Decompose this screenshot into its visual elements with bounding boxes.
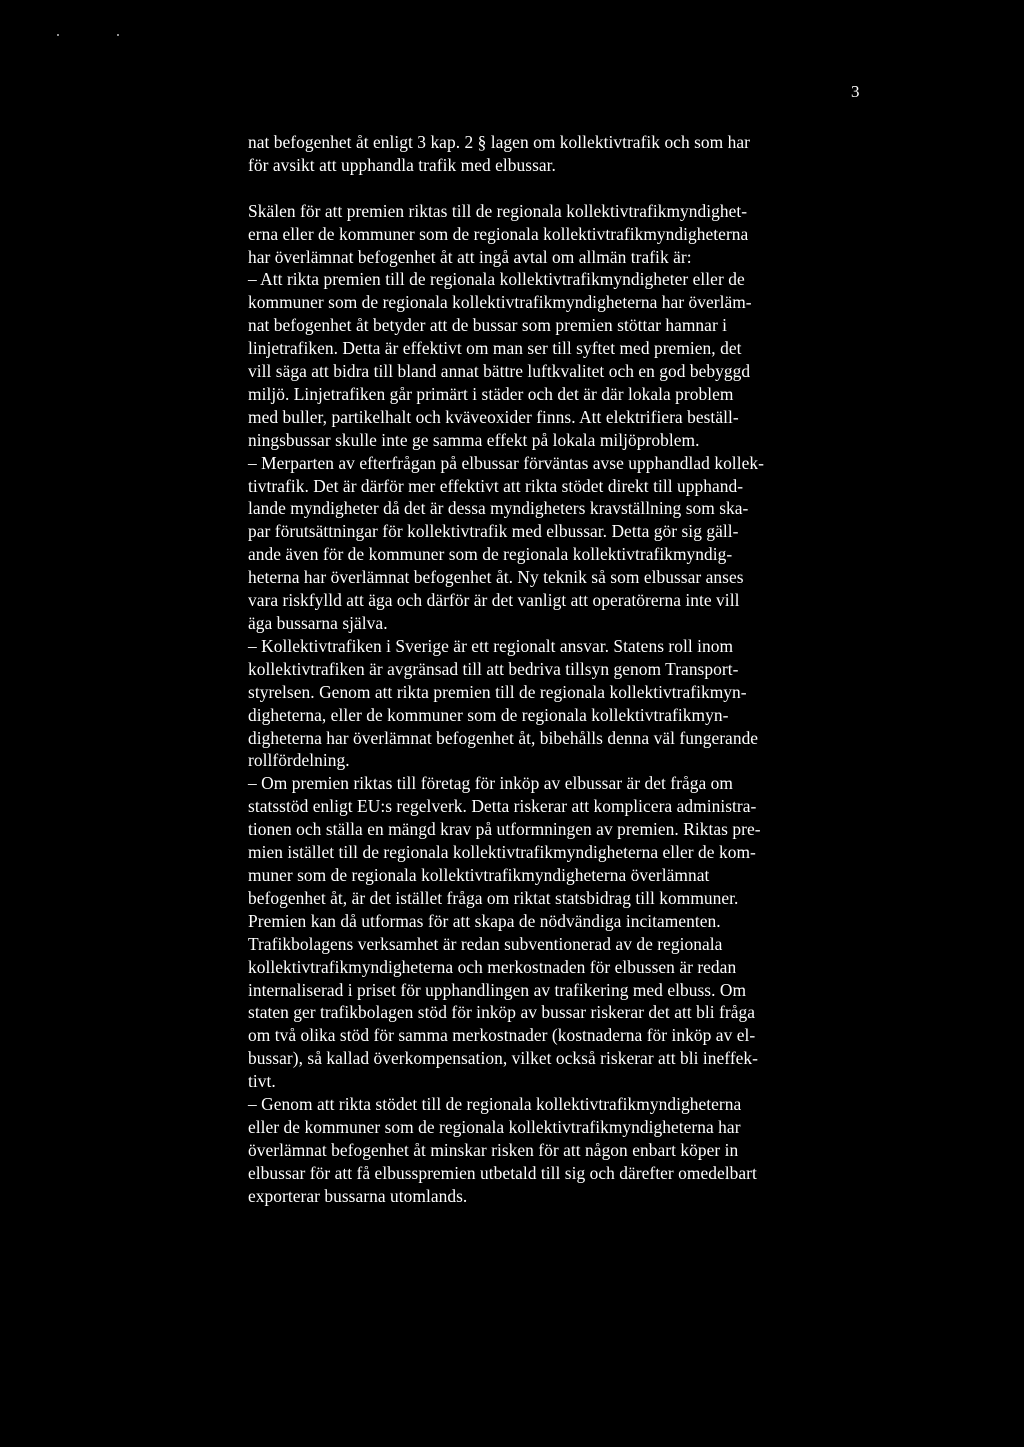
body-text <box>248 131 878 1208</box>
text-line: – Genom att rikta stödet till de regionala kollektivtrafikmyndigheterna <box>248 1094 742 1115</box>
paragraph-reason-2 <box>248 452 878 635</box>
text-line: rollfördelning. <box>248 750 350 771</box>
text-line: – Om premien riktas till företag för inköp av elbussar är det fråga om <box>248 773 733 794</box>
text-line: ande även för de kommuner som de regionala kollektivtrafikmyndig- <box>248 544 733 565</box>
text-line: linjetrafiken. Detta är effektivt om man ser till syftet med premien, det <box>248 338 742 359</box>
text-line: vill säga att bidra till bland annat bättre luftkvalitet och en god bebyggd <box>248 361 751 382</box>
text-line: internaliserad i priset för upphandlingen av trafikering med elbuss. Om <box>248 979 747 1000</box>
text-line: bussar), så kallad överkompensation, vilket också riskerar att bli ineffek- <box>248 1048 759 1069</box>
text-line: kollektivtrafikmyndigheterna och merkostnaden för elbussen är redan <box>248 956 737 977</box>
paragraph-reason-5 <box>248 1093 878 1208</box>
text-line: tivtrafik. Det är därför mer effektivt att rikta stödet direkt till upphand- <box>248 475 744 496</box>
text-line: miljö. Linjetrafiken går primärt i städer och det är där lokala problem <box>248 383 734 404</box>
text-line: tivt. <box>248 1071 276 1092</box>
scan-artifact-dot <box>117 34 119 36</box>
text-line: staten ger trafikbolagen stöd för inköp av bussar riskerar det att bli fråga <box>248 1002 755 1023</box>
text-line: kommuner som de regionala kollektivtrafikmyndigheterna har överläm- <box>248 292 752 313</box>
text-line: digheterna, eller de kommuner som de regionala kollektivtrafikmyn- <box>248 704 729 725</box>
text-line: eller de kommuner som de regionala kollektivtrafikmyndigheterna har <box>248 1116 741 1137</box>
text-line: ningsbussar skulle inte ge samma effekt på lokala miljöproblem. <box>248 429 700 450</box>
text-line: vara riskfylld att äga och därför är det vanligt att operatörerna inte vill <box>248 590 740 611</box>
text-line: tionen och ställa en mängd krav på utformningen av premien. Riktas pre- <box>248 819 761 840</box>
text-line: för avsikt att upphandla trafik med elbussar. <box>248 154 556 175</box>
text-line: med buller, partikelhalt och kväveoxider finns. Att elektrifiera beställ- <box>248 406 739 427</box>
page-number: 3 <box>851 82 860 101</box>
text-line: Skälen för att premien riktas till de regionala kollektivtrafikmyndighet- <box>248 200 748 221</box>
text-line: digheterna har överlämnat befogenhet åt, bibehålls denna väl fungerande <box>248 727 759 748</box>
text-line: – Kollektivtrafiken i Sverige är ett regionalt ansvar. Statens roll inom <box>248 635 734 656</box>
text-line: lande myndigheter då det är dessa myndigheters kravställning som ska- <box>248 498 749 519</box>
text-line: – Att rikta premien till de regionala kollektivtrafikmyndigheter eller de <box>248 269 745 290</box>
text-line: om två olika stöd för samma merkostnader (kostnaderna för inköp av el- <box>248 1025 756 1046</box>
text-line: äga bussarna själva. <box>248 613 388 634</box>
text-line: mien istället till de regionala kollektivtrafikmyndigheterna eller de kom- <box>248 842 756 863</box>
text-line: har överlämnat befogenhet åt att ingå avtal om allmän trafik är: <box>248 246 692 267</box>
text-line: erna eller de kommuner som de regionala kollektivtrafikmyndigheterna <box>248 223 749 244</box>
text-line: exporterar bussarna utomlands. <box>248 1185 468 1206</box>
text-line: nat befogenhet åt enligt 3 kap. 2 § lagen om kollektivtrafik och som har <box>248 132 750 152</box>
text-line: par förutsättningar för kollektivtrafik med elbussar. Detta gör sig gäll- <box>248 521 739 542</box>
text-line: nat befogenhet åt betyder att de bussar som premien stöttar hamnar i <box>248 315 728 336</box>
paragraph-reason-3 <box>248 635 878 772</box>
text-line: kollektivtrafiken är avgränsad till att bedriva tillsyn genom Transport- <box>248 658 739 679</box>
paragraph-intro <box>248 200 878 269</box>
text-line: överlämnat befogenhet åt minskar risken för att någon enbart köper in <box>248 1139 739 1160</box>
paragraph-reason-4 <box>248 772 878 1093</box>
text-line: elbussar för att få elbusspremien utbetald till sig och därefter omedelbart <box>248 1162 757 1183</box>
text-line: heterna har överlämnat befogenhet åt. Ny teknik så som elbussar anses <box>248 567 744 588</box>
text-line: – Merparten av efterfrågan på elbussar förväntas avse upphandlad kollek- <box>248 452 764 473</box>
paragraph-continuation <box>248 131 878 177</box>
scan-artifact-dot <box>57 34 59 36</box>
text-line: Premien kan då utformas för att skapa de nödvändiga incitamenten. <box>248 910 721 931</box>
text-line: styrelsen. Genom att rikta premien till de regionala kollektivtrafikmyn- <box>248 681 747 702</box>
paragraph-reason-1 <box>248 268 878 451</box>
text-line: Trafikbolagens verksamhet är redan subventionerad av de regionala <box>248 933 723 954</box>
text-line: statsstöd enligt EU:s regelverk. Detta riskerar att komplicera administra- <box>248 796 757 817</box>
text-line: befogenhet åt, är det istället fråga om riktat statsbidrag till kommuner. <box>248 887 739 908</box>
text-line: muner som de regionala kollektivtrafikmyndigheterna överlämnat <box>248 864 710 885</box>
